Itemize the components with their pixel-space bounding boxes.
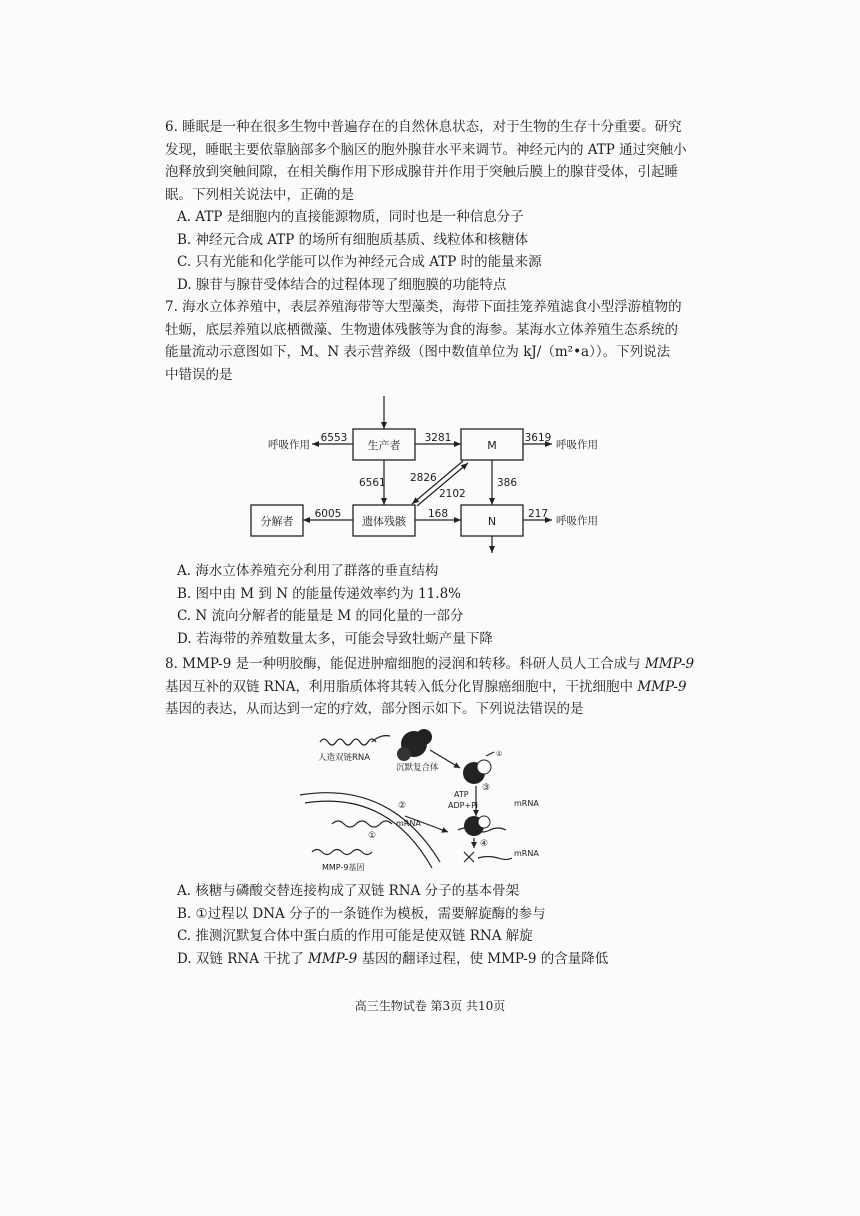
silencing-complex-subunit	[397, 747, 411, 761]
q8-option-d-text: 基因的翻译过程，使 MMP-9 的含量降低	[357, 950, 609, 967]
dna-double-helix	[312, 850, 372, 855]
gene-name: MMP-9	[644, 656, 695, 672]
q6-option-a: A. ATP 是细胞内的直接能源物质，同时也是一种信息分子	[177, 209, 524, 225]
q6-stem-line: 发现，睡眠主要依靠脑部多个脑区的胞外腺苷水平来调节。神经元内的 ATP 通过突触小	[165, 141, 687, 158]
q7-option-a: A. 海水立体养殖充分利用了群落的垂直结构	[177, 563, 439, 579]
remains-label: 遗体残骸	[362, 515, 406, 528]
mrna-label-right: mRNA	[514, 799, 539, 808]
gene-name: MMP-9	[308, 950, 358, 967]
q7-stem-line: 牡蛎，底层养殖以底栖微藻、生物遗体残骸等为食的海参。某海水立体养殖生态系统的	[165, 321, 678, 338]
atp-label: ATP	[454, 790, 469, 799]
active-complex-subunit	[477, 760, 491, 774]
q8-option-d-text: D. 双链 RNA 干扰了	[177, 950, 309, 967]
decomposer-label: 分解者	[260, 515, 294, 528]
q8-option-c: C. 推测沉默复合体中蛋白质的作用可能是使双链 RNA 解旋	[177, 928, 533, 944]
q8-option-d	[165, 948, 705, 971]
value-m-n: 386	[497, 477, 518, 489]
value-remains-decomposer: 6005	[314, 508, 342, 520]
value-remains-n: 168	[427, 508, 449, 520]
num-4: ④	[480, 839, 489, 849]
q8-option-b: B. ①过程以 DNA 分子的一条链作为模板，需要解旋酶的参与	[177, 905, 546, 922]
q7-option-b: B. 图中由 M 到 N 的能量传递效率约为 11.8%	[177, 585, 461, 602]
silencing-complex-label: 沉默复合体	[396, 763, 439, 773]
respiration-label-right-top: 呼吸作用	[556, 439, 598, 451]
page-footer: 高三生物试卷 第3页 共10页	[354, 999, 506, 1013]
q7-stem-line: 中错误的是	[165, 366, 233, 383]
q6-stem-line: 泡释放到突触间隙，在相关酶作用下形成腺苷并作用于突触后膜上的腺苷受体，引起睡	[165, 164, 678, 180]
value-m-respiration: 3619	[524, 432, 552, 444]
producer-label: 生产者	[367, 439, 401, 452]
ds-rna-coil	[320, 739, 376, 745]
q6-stem-line: 眠。下列相关说法中，正确的是	[165, 186, 354, 203]
adp-label: ADP+Pi	[448, 801, 479, 810]
num-1-top: ①	[496, 750, 503, 758]
q6-option-d: D. 腺苷与腺苷受体结合的过程体现了细胞膜的功能特点	[177, 276, 507, 293]
strand-fragment	[486, 752, 494, 756]
value-m-remains: 2826	[410, 472, 437, 484]
n-label: N	[487, 515, 497, 528]
q8-stem-line-3: 基因的表达，从而达到一定的疗效，部分图示如下。下列说法错误的是	[165, 701, 584, 717]
q7-option-c: C. N 流向分解者的能量是 M 的同化量的一部分	[177, 608, 464, 624]
num-1: ①	[368, 831, 377, 841]
value-producer-remains: 6561	[359, 477, 386, 489]
value-n-respiration: 217	[527, 508, 549, 520]
q8-stem-text: 8. MMP-9 是一种明胶酶，能促进肿瘤细胞的浸润和转移。科研人员人工合成与	[165, 656, 645, 672]
q6-stem-line: 6. 睡眠是一种在很多生物中普遍存在的自然休息状态，对于生物的生存十分重要。研究	[165, 119, 682, 135]
num-3: ③	[482, 783, 491, 793]
value-producer-m: 3281	[424, 432, 452, 444]
q8-stem-text: 基因互补的双链 RNA，利用脂质体将其转入低分化胃腺癌细胞中，干扰细胞中	[165, 678, 638, 695]
silencing-complex-subunit	[416, 729, 432, 745]
q6-option-c: C. 只有光能和化学能可以作为神经元合成 ATP 时的能量来源	[177, 254, 542, 270]
respiration-label-left: 呼吸作用	[268, 439, 310, 451]
q7-stem-line: 7. 海水立体养殖中，表层养殖海带等大型藻类，海带下面挂笼养殖滤食小型浮游植物的	[165, 299, 682, 315]
question-8-options	[165, 880, 705, 970]
q7-stem-line: 能量流动示意图如下，M、N 表示营养级（图中数值单位为 kJ/（m²•a））。下列说法	[165, 344, 671, 360]
value-producer-respiration: 6553	[320, 432, 348, 444]
mrna-label-nucleus: mRNA	[396, 819, 421, 828]
bound-complex-subunit	[478, 816, 490, 828]
gene-name: MMP-9	[637, 678, 687, 695]
q6-option-b: B. 神经元合成 ATP 的场所有细胞质基质、线粒体和核糖体	[177, 231, 529, 248]
cleaved-mrna-strand	[478, 857, 512, 860]
num-2: ②	[398, 801, 407, 811]
mrna-transcript	[332, 821, 392, 827]
m-label: M	[487, 439, 497, 452]
q8-option-a: A. 核糖与磷酸交替连接构成了双链 RNA 分子的基本骨架	[177, 883, 520, 899]
q7-option-d: D. 若海带的养殖数量太多，可能会导致牡蛎产量下降	[177, 630, 493, 647]
ds-rna-label: 人造双链RNA	[318, 753, 371, 763]
respiration-label-right-bottom: 呼吸作用	[556, 515, 598, 527]
mrna-label-cleaved: mRNA	[514, 849, 539, 858]
value-remains-m: 2102	[439, 488, 466, 500]
gene-label: MMP-9基因	[322, 863, 365, 872]
scissors-icon	[464, 852, 474, 862]
